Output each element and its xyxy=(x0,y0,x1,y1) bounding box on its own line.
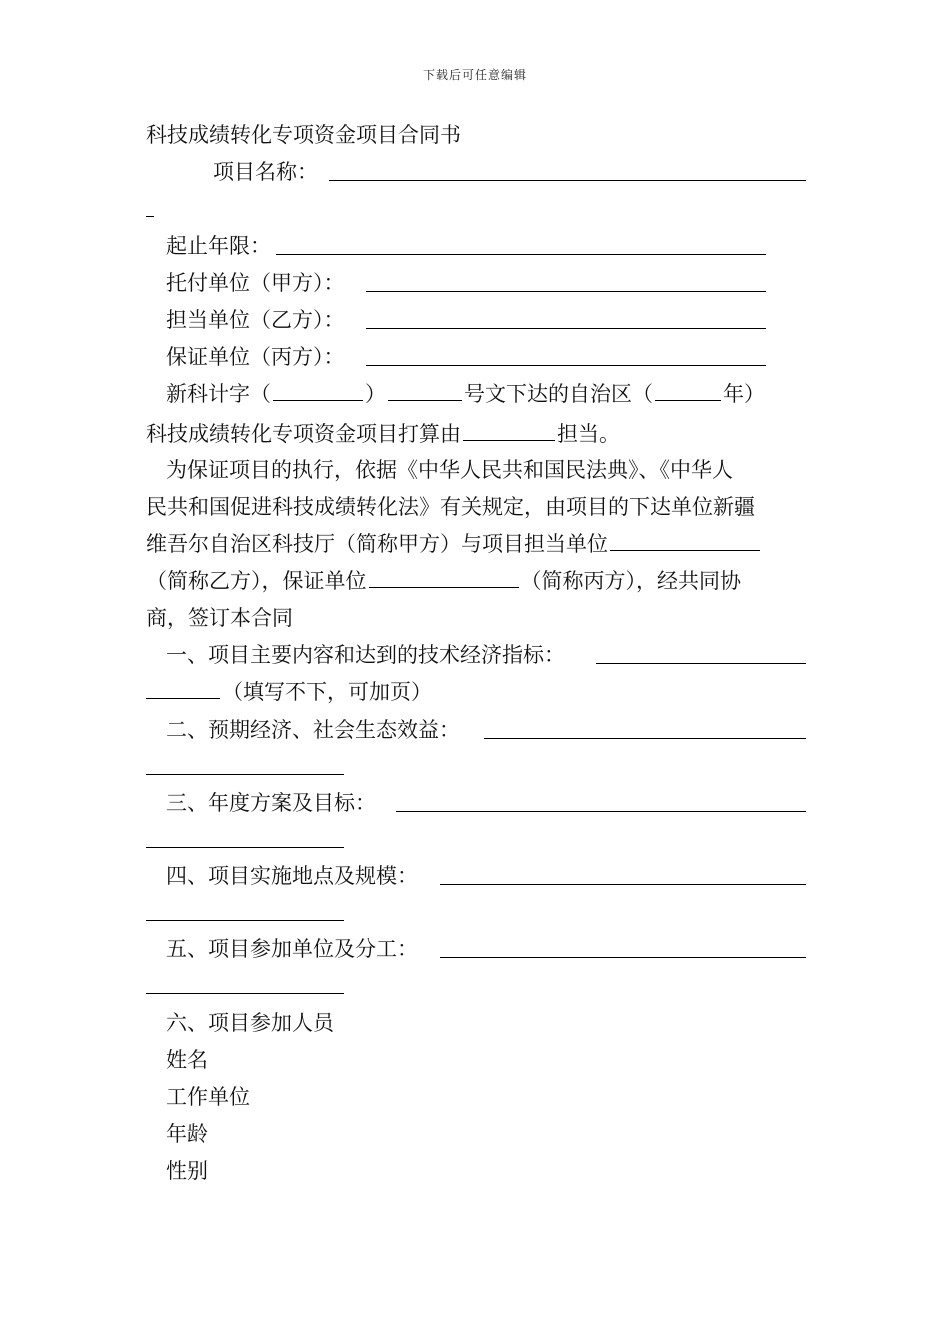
personnel-age: 年龄 xyxy=(166,1122,208,1146)
section-4-label: 四、项目实施地点及规模： xyxy=(166,864,418,888)
section-4-blank-continued[interactable] xyxy=(146,920,344,921)
field-project-name-label: 项目名称： xyxy=(213,160,318,184)
field-party-a-label: 托付单位（甲方）： xyxy=(166,271,345,295)
intro-text: 年） xyxy=(723,382,765,406)
paragraph-line-2: 民共和国促进科技成绩转化法》有关规定，由项目的下达单位新疆 xyxy=(146,495,755,519)
field-project-name-blank[interactable] xyxy=(329,180,806,181)
personnel-workplace: 工作单位 xyxy=(166,1085,250,1109)
intro-text: ） xyxy=(365,382,386,406)
section-3-blank[interactable] xyxy=(396,811,806,812)
party-c-name-blank[interactable] xyxy=(369,567,519,588)
section-5-label: 五、项目参加单位及分工： xyxy=(166,937,418,961)
field-party-b-label: 担当单位（乙方）： xyxy=(166,308,345,332)
field-period-label: 起止年限： xyxy=(166,234,271,258)
section-2-blank[interactable] xyxy=(484,738,806,739)
field-project-name-blank-continued xyxy=(146,216,154,217)
section-1-blank-continued[interactable] xyxy=(146,678,220,699)
intro-line-2 xyxy=(146,420,620,448)
section-2-label: 二、预期经济、社会生态效益： xyxy=(166,718,460,742)
intro-line-1 xyxy=(166,380,765,408)
party-b-name-blank[interactable] xyxy=(610,530,760,551)
section-1-label: 一、项目主要内容和达到的技术经济指标： xyxy=(166,643,565,667)
field-party-c-label: 保证单位（丙方）： xyxy=(166,345,345,369)
paragraph-line-4 xyxy=(146,567,741,595)
section-1-note: （填写不下，可加页） xyxy=(222,680,432,704)
personnel-name: 姓名 xyxy=(166,1048,208,1072)
year-blank[interactable] xyxy=(655,380,721,401)
undertaker-blank[interactable] xyxy=(463,420,555,441)
page-header: 下载后可任意编辑 xyxy=(422,68,527,82)
doc-serial-blank[interactable] xyxy=(388,380,462,401)
section-4-blank[interactable] xyxy=(440,884,806,885)
paragraph-line-5: 商，签订本合同 xyxy=(146,606,293,630)
paragraph-text: 维吾尔自治区科技厅（简称甲方）与项目担当单位 xyxy=(146,532,608,556)
paragraph-text: （简称丙方），经共同协 xyxy=(520,569,741,593)
field-party-a-blank[interactable] xyxy=(366,291,766,292)
section-5-blank[interactable] xyxy=(440,957,806,958)
intro-text: 科技成绩转化专项资金项目打算由 xyxy=(146,422,461,446)
section-2-blank-continued[interactable] xyxy=(146,774,344,775)
section-1-blank[interactable] xyxy=(596,663,806,664)
intro-text: 号文下达的自治区（ xyxy=(464,382,653,406)
intro-text: 新科计字（ xyxy=(166,382,271,406)
document-title: 科技成绩转化专项资金项目合同书 xyxy=(146,123,461,147)
doc-number-blank[interactable] xyxy=(273,380,363,401)
section-3-blank-continued[interactable] xyxy=(146,847,344,848)
field-period-blank[interactable] xyxy=(276,254,766,255)
intro-text: 担当。 xyxy=(557,422,620,446)
paragraph-line-1: 为保证项目的执行，依据《中华人民共和国民法典》、《中华人 xyxy=(166,458,733,482)
section-6-label: 六、项目参加人员 xyxy=(166,1011,334,1035)
paragraph-line-3 xyxy=(146,530,762,558)
paragraph-text: （简称乙方），保证单位 xyxy=(146,569,367,593)
section-5-blank-continued[interactable] xyxy=(146,993,344,994)
section-1-line-2 xyxy=(146,678,432,706)
field-party-b-blank[interactable] xyxy=(366,328,766,329)
field-party-c-blank[interactable] xyxy=(366,365,766,366)
section-3-label: 三、年度方案及目标： xyxy=(166,791,376,815)
personnel-gender: 性别 xyxy=(166,1159,208,1183)
